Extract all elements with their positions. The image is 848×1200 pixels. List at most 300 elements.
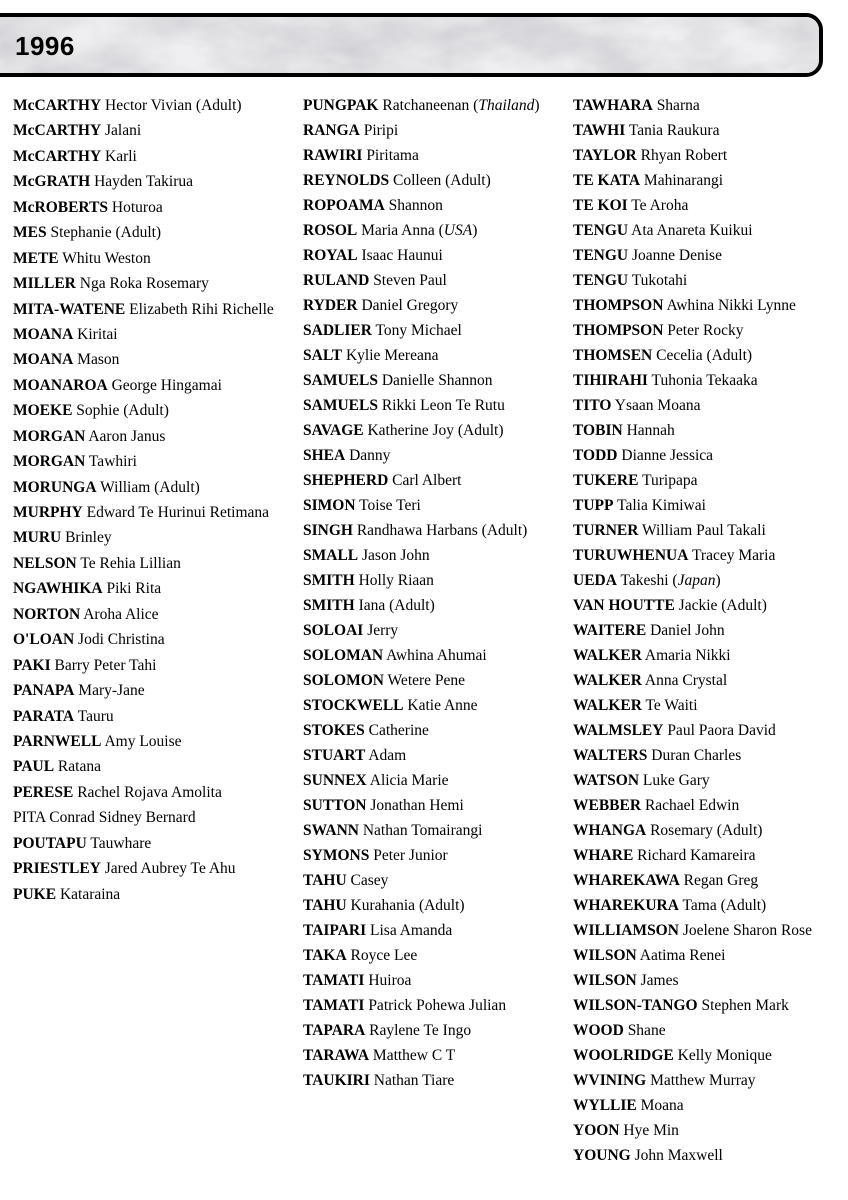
list-item [303, 318, 571, 343]
list-item [573, 368, 845, 393]
given-names: Catherine [364, 722, 429, 739]
list-item [13, 144, 303, 169]
list-item [303, 343, 571, 368]
surname: McGRATH [13, 173, 91, 191]
given-names: Tauwhare [86, 834, 152, 852]
list-item [13, 220, 303, 245]
given-names: Whitu Weston [58, 249, 151, 267]
given-names: Barry Peter Tahi [50, 656, 157, 674]
surname: SAMUELS [303, 397, 378, 414]
list-item [303, 368, 571, 393]
name-column-2 [303, 93, 571, 1093]
list-item [13, 525, 303, 550]
list-item [13, 475, 303, 500]
surname: WILSON [573, 972, 637, 989]
list-item [573, 618, 845, 643]
given-names: Patrick Pohewa Julian [364, 997, 507, 1014]
list-item [573, 818, 845, 843]
list-item [303, 643, 571, 668]
surname: SHEA [303, 447, 346, 464]
given-names: Karli [101, 147, 137, 165]
surname: MURU [13, 529, 62, 547]
given-names: Stephanie (Adult) [46, 224, 162, 242]
given-names: Edward Te Hurinui Retimana [82, 504, 270, 521]
name-column-3 [573, 93, 845, 1168]
year-title: 1996 [15, 31, 75, 61]
given-names: Hannah [622, 422, 675, 439]
surname: NGAWHIKA [13, 580, 103, 598]
surname: SWANN [303, 822, 359, 839]
given-names: Kelly Monique [673, 1047, 772, 1064]
list-item [303, 1068, 571, 1093]
surname: TENGU [573, 272, 629, 289]
given-names: Takeshi [616, 572, 669, 589]
surname: TURNER [573, 522, 639, 539]
list-item [13, 805, 303, 830]
surname: PERESE [13, 783, 74, 801]
surname: PITA [13, 809, 46, 827]
surname: SAMUELS [303, 372, 378, 389]
surname: TURUWHENUA [573, 547, 689, 564]
surname: SUTTON [303, 797, 367, 814]
list-item [573, 993, 845, 1018]
given-names: Rachel Rojava Amolita [73, 783, 222, 801]
list-item [573, 918, 845, 943]
surname: PAKI [13, 656, 51, 674]
surname: PARATA [13, 707, 75, 725]
surname: TAHU [303, 897, 347, 914]
list-item [303, 693, 571, 718]
given-names: Shane [623, 1022, 666, 1039]
list-item [13, 602, 303, 627]
list-item [303, 668, 571, 693]
given-names: Kylie Mereana [342, 347, 439, 364]
surname: McCARTHY [13, 147, 102, 165]
given-names: Stephen Mark [697, 997, 789, 1014]
given-names: Tawhiri [85, 453, 137, 471]
given-names: Alicia Marie [366, 772, 449, 789]
list-item [303, 143, 571, 168]
surname: WALMSLEY [573, 722, 664, 739]
list-item [573, 193, 845, 218]
list-item [13, 780, 303, 805]
given-names: John Maxwell [630, 1147, 723, 1164]
list-item [573, 1018, 845, 1043]
surname: WEBBER [573, 797, 642, 814]
list-item [573, 268, 845, 293]
given-names: Maria Anna [357, 222, 435, 239]
list-item [573, 1068, 845, 1093]
list-item [573, 293, 845, 318]
surname: McROBERTS [13, 198, 109, 216]
surname: TAMATI [303, 997, 365, 1014]
list-item [303, 1043, 571, 1068]
surname: TUPP [573, 497, 614, 514]
given-names: Kiritai [73, 325, 118, 343]
surname: SADLIER [303, 322, 372, 339]
given-names: Brinley [61, 529, 112, 547]
surname: TENGU [573, 222, 629, 239]
surname: SOLOAI [303, 622, 364, 639]
list-item [573, 1093, 845, 1118]
given-names: Amaria Nikki [641, 647, 731, 664]
given-names: Kataraina [56, 885, 121, 903]
surname: UEDA [573, 572, 617, 589]
list-item [13, 118, 303, 143]
surname: MORGAN [13, 427, 86, 445]
list-item [13, 704, 303, 729]
given-names: Aroha Alice [80, 605, 159, 623]
given-names: Shannon [384, 197, 443, 214]
list-item [573, 943, 845, 968]
surname: RANGA [303, 122, 360, 139]
surname: TAMATI [303, 972, 365, 989]
given-names: George Hingamai [107, 376, 222, 394]
list-item [573, 418, 845, 443]
given-names: Iana (Adult) [354, 597, 435, 614]
surname: MORUNGA [13, 478, 97, 496]
given-names: Te Waiti [641, 697, 698, 714]
list-item [303, 543, 571, 568]
surname: TAYLOR [573, 147, 637, 164]
given-names: Tracey Maria [688, 547, 776, 564]
given-names: Nathan Tiare [369, 1072, 455, 1089]
list-item [573, 593, 845, 618]
given-names: Ratchaneenan [378, 97, 470, 114]
surname: PAUL [13, 758, 55, 776]
surname: THOMPSON [573, 322, 664, 339]
surname: WOOD [573, 1022, 624, 1039]
list-item [573, 768, 845, 793]
surname: MOANAROA [13, 376, 108, 394]
given-names: Joelene Sharon Rose [678, 922, 812, 939]
list-item [303, 918, 571, 943]
list-item [573, 518, 845, 543]
surname: STOCKWELL [303, 697, 404, 714]
surname: TE KOI [573, 197, 628, 214]
list-item [573, 93, 845, 118]
given-names: Tania Raukura [625, 122, 720, 139]
surname: SMALL [303, 547, 359, 564]
list-item [13, 271, 303, 296]
list-item [303, 818, 571, 843]
given-names: Rhyan Robert [636, 147, 728, 164]
given-names: Hye Min [619, 1122, 679, 1139]
given-names: Awhina Nikki Lynne [663, 297, 796, 314]
given-names: Jackie (Adult) [674, 597, 767, 614]
given-names: Danielle Shannon [377, 372, 493, 389]
name-column-1 [13, 93, 303, 907]
given-names: Amy Louise [101, 732, 182, 750]
surname: REYNOLDS [303, 172, 390, 189]
list-item [573, 718, 845, 743]
given-names: Awhina Ahumai [383, 647, 487, 664]
given-names: Daniel John [646, 622, 725, 639]
surname: STOKES [303, 722, 365, 739]
list-item [573, 893, 845, 918]
list-item [13, 653, 303, 678]
surname: RAWIRI [303, 147, 363, 164]
surname: RULAND [303, 272, 370, 289]
surname: MOANA [13, 325, 74, 343]
given-names: Hayden Takirua [90, 173, 193, 191]
surname: TENGU [573, 247, 629, 264]
given-names: Tuhonia Tekaaka [647, 372, 758, 389]
given-names: Holly Riaan [354, 572, 434, 589]
list-item [573, 143, 845, 168]
given-names: Tauru [74, 707, 114, 725]
surname: TARAWA [303, 1047, 370, 1064]
list-item [303, 618, 571, 643]
surname: WILSON [573, 947, 637, 964]
given-names: Mahinarangi [640, 172, 724, 189]
list-item [13, 195, 303, 220]
given-names: Jalani [101, 122, 142, 140]
list-item [573, 318, 845, 343]
list-item [573, 643, 845, 668]
surname: PARNWELL [13, 732, 102, 750]
surname: WHAREKURA [573, 897, 679, 914]
given-names: Katie Anne [403, 697, 478, 714]
surname: TITO [573, 397, 612, 414]
list-item [303, 243, 571, 268]
given-names: Nathan Tomairangi [358, 822, 483, 839]
given-names: Matthew C T [369, 1047, 456, 1064]
list-item [303, 743, 571, 768]
list-item [303, 118, 571, 143]
surname: WALKER [573, 647, 642, 664]
list-item [303, 718, 571, 743]
list-item [573, 743, 845, 768]
surname: O'LOAN [13, 631, 75, 649]
surname: PUNGPAK [303, 97, 379, 114]
list-item: ROSOL Maria Anna (USA) [303, 222, 478, 239]
given-names: Richard Kamareira [633, 847, 756, 864]
surname: TODD [573, 447, 618, 464]
list-item [573, 543, 845, 568]
surname: ROYAL [303, 247, 358, 264]
given-names: Sharna [652, 97, 700, 114]
surname: SINGH [303, 522, 353, 539]
list-item [573, 793, 845, 818]
given-names: Randhawa Harbans (Adult) [352, 522, 528, 539]
given-names: Huiroa [364, 972, 412, 989]
list-item [303, 768, 571, 793]
surname: MOEKE [13, 402, 73, 420]
given-names: Elizabeth Rihi Richelle [125, 300, 274, 318]
country-note: USA [443, 222, 473, 239]
surname: WHANGA [573, 822, 647, 839]
list-item [303, 943, 571, 968]
given-names: Joanne Denise [628, 247, 722, 264]
list-item [303, 843, 571, 868]
given-names: Jared Aubrey Te Ahu [100, 860, 236, 878]
given-names: Isaac Haunui [357, 247, 443, 264]
surname: PUKE [13, 885, 57, 903]
given-names: Peter Junior [369, 847, 448, 864]
surname: MORGAN [13, 453, 86, 471]
list-item [573, 493, 845, 518]
given-names: Te Aroha [627, 197, 689, 214]
surname: PRIESTLEY [13, 860, 101, 878]
given-names: Matthew Murray [646, 1072, 756, 1089]
list-item [303, 793, 571, 818]
list-item [303, 268, 571, 293]
given-names: Turipapa [638, 472, 698, 489]
given-names: Te Rehia Lillian [76, 554, 181, 572]
surname: WILLIAMSON [573, 922, 679, 939]
given-names: Jonathan Hemi [366, 797, 464, 814]
list-item [303, 993, 571, 1018]
list-item [303, 443, 571, 468]
surname: NELSON [13, 554, 77, 572]
given-names: Conrad Sidney Bernard [45, 809, 196, 827]
list-item [573, 168, 845, 193]
surname: SALT [303, 347, 343, 364]
surname: SUNNEX [303, 772, 367, 789]
list-item [13, 500, 303, 525]
surname: SAVAGE [303, 422, 364, 439]
list-item [303, 468, 571, 493]
list-item [303, 868, 571, 893]
given-names: Danny [345, 447, 391, 464]
surname: WALKER [573, 672, 642, 689]
given-names: William (Adult) [96, 478, 200, 496]
surname: TIHIRAHI [573, 372, 648, 389]
list-item [573, 343, 845, 368]
surname: WHARE [573, 847, 634, 864]
given-names: Aatima Renei [636, 947, 726, 964]
given-names: Piki Rita [102, 580, 162, 598]
surname: TUKERE [573, 472, 639, 489]
list-item [13, 93, 303, 118]
list-item [13, 856, 303, 881]
list-item [573, 118, 845, 143]
list-item [303, 568, 571, 593]
list-item [573, 443, 845, 468]
given-names: Daniel Gregory [357, 297, 459, 314]
given-names: Paul Paora David [663, 722, 776, 739]
surname: TOBIN [573, 422, 623, 439]
given-names: Toise Teri [355, 497, 421, 514]
list-item [303, 893, 571, 918]
list-item: UEDA Takeshi (Japan) [573, 572, 721, 589]
list-item [13, 576, 303, 601]
list-item [573, 1043, 845, 1068]
surname: McCARTHY [13, 122, 102, 140]
surname: WHAREKAWA [573, 872, 680, 889]
list-item [573, 218, 845, 243]
surname: YOON [573, 1122, 620, 1139]
given-names: Tony Michael [371, 322, 462, 339]
list-item [13, 297, 303, 322]
surname: SMITH [303, 572, 355, 589]
list-item [13, 551, 303, 576]
list-item [13, 678, 303, 703]
list-item [573, 393, 845, 418]
list-item [13, 169, 303, 194]
given-names: Sophie (Adult) [72, 402, 169, 420]
list-item [13, 627, 303, 652]
surname: MOANA [13, 351, 74, 369]
given-names: Talia Kimiwai [613, 497, 706, 514]
surname: NORTON [13, 605, 81, 623]
surname: WATSON [573, 772, 640, 789]
given-names: Hoturoa [108, 198, 163, 216]
list-item [573, 468, 845, 493]
surname: TAWHI [573, 122, 626, 139]
surname: SOLOMON [303, 672, 384, 689]
given-names: Wetere Pene [383, 672, 466, 689]
surname: TAWHARA [573, 97, 653, 114]
given-names: Jason John [358, 547, 430, 564]
surname: SYMONS [303, 847, 370, 864]
given-names: Rosemary (Adult) [646, 822, 763, 839]
given-names: Royce Lee [346, 947, 418, 964]
list-item [13, 424, 303, 449]
list-item [303, 418, 571, 443]
surname: SHEPHERD [303, 472, 389, 489]
list-item [303, 1018, 571, 1043]
list-item [13, 322, 303, 347]
given-names: Carl Albert [388, 472, 462, 489]
given-names: James [636, 972, 679, 989]
given-names: Steven Paul [369, 272, 447, 289]
surname: TAHU [303, 872, 347, 889]
surname: PANAPA [13, 682, 75, 700]
given-names: Cecelia (Adult) [652, 347, 753, 364]
list-item [13, 831, 303, 856]
surname: ROPOAMA [303, 197, 385, 214]
list-item [13, 246, 303, 271]
given-names: Jodi Christina [74, 631, 165, 649]
surname: MES [13, 224, 47, 242]
list-item [573, 968, 845, 993]
surname: THOMSEN [573, 347, 653, 364]
surname: METE [13, 249, 59, 267]
surname: WILSON-TANGO [573, 997, 698, 1014]
list-item [303, 393, 571, 418]
surname: POUTAPU [13, 834, 87, 852]
country-note: Thailand [478, 97, 535, 114]
list-item [13, 882, 303, 907]
list-item [573, 843, 845, 868]
surname: YOUNG [573, 1147, 631, 1164]
surname: McCARTHY [13, 97, 102, 114]
surname: SOLOMAN [303, 647, 384, 664]
list-item [13, 729, 303, 754]
given-names: Jerry [363, 622, 399, 639]
marble-texture [0, 17, 819, 73]
surname: TAKA [303, 947, 347, 964]
surname: STUART [303, 747, 366, 764]
surname: MILLER [13, 275, 76, 293]
given-names: Regan Greg [679, 872, 759, 889]
surname: MITA-WATENE [13, 300, 126, 318]
given-names: Tukotahi [628, 272, 688, 289]
list-item [303, 593, 571, 618]
given-names: Dianne Jessica [617, 447, 714, 464]
surname: THOMPSON [573, 297, 664, 314]
list-item [573, 1118, 845, 1143]
surname: VAN HOUTTE [573, 597, 675, 614]
surname: RYDER [303, 297, 358, 314]
year-banner [0, 13, 823, 77]
given-names: Piripi [359, 122, 399, 139]
given-names: Rikki Leon Te Rutu [377, 397, 505, 414]
list-item [13, 373, 303, 398]
list-item [303, 193, 571, 218]
